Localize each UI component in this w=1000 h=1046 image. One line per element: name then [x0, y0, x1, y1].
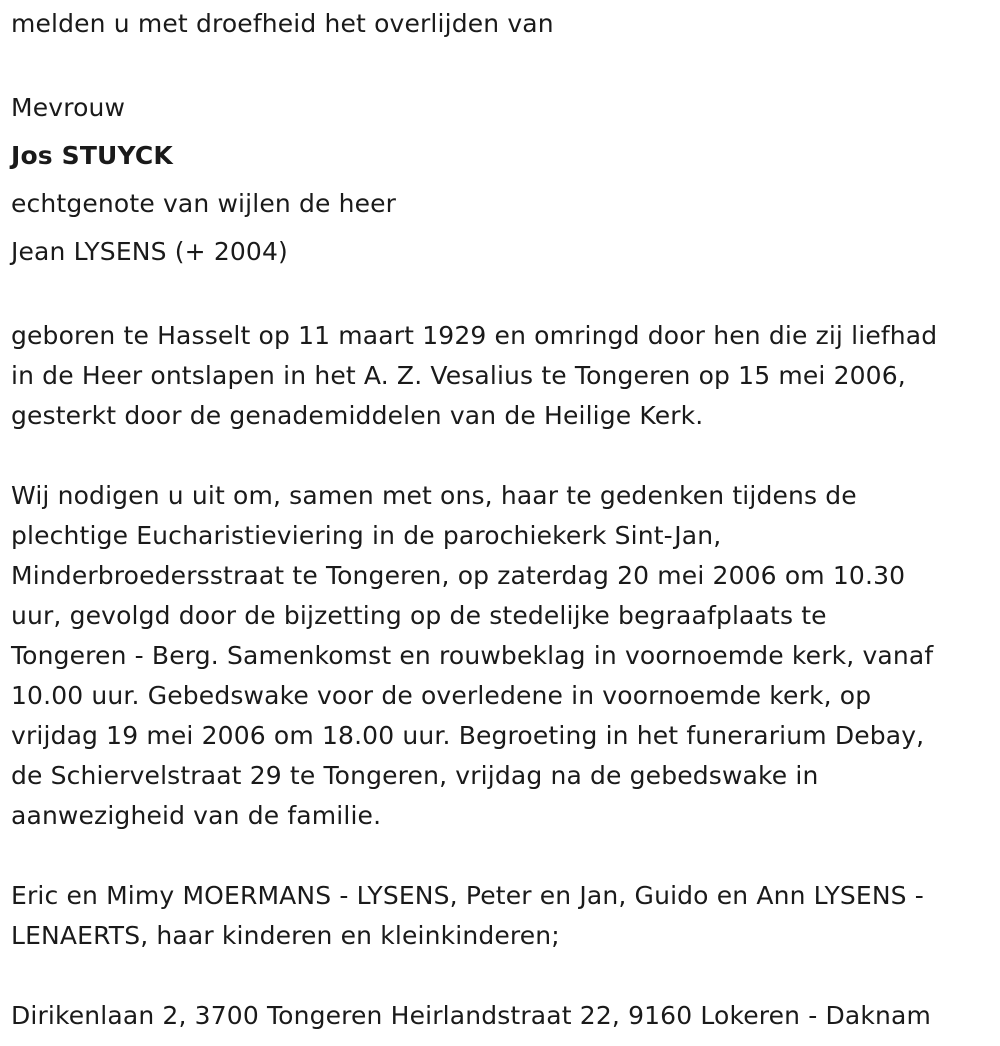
paragraph-line: vrijdag 19 mei 2006 om 18.00 uur. Begroeting in het funerarium Debay, — [11, 721, 925, 750]
spacer — [11, 836, 996, 876]
addresses-line: Dirikenlaan 2, 3700 Tongeren Heirlandstraat 22, 9160 Lokeren - Daknam — [11, 1001, 931, 1030]
obituary-notice — [11, 0, 996, 1036]
spacer — [11, 436, 996, 476]
paragraph-line: Eric en Mimy MOERMANS - LYSENS, Peter en Jan, Guido en Ann LYSENS - — [11, 881, 924, 910]
paragraph-line: aanwezigheid van de familie. — [11, 801, 382, 830]
paragraph-line: in de Heer ontslapen in het A. Z. Vesalius te Tongeren op 15 mei 2006, — [11, 361, 906, 390]
paragraph-line: LENAERTS, haar kinderen en kleinkinderen; — [11, 921, 560, 950]
spacer — [11, 956, 996, 996]
birth-death-paragraph — [11, 316, 996, 436]
ceremony-paragraph — [11, 476, 996, 836]
spacer — [11, 44, 996, 84]
paragraph-line: geboren te Hasselt op 11 maart 1929 en omringd door hen die zij liefhad — [11, 321, 938, 350]
family-paragraph — [11, 876, 996, 956]
spouse-name: Jean LYSENS (+ 2004) — [11, 237, 288, 266]
paragraph-line: de Schiervelstraat 29 te Tongeren, vrijdag na de gebedswake in — [11, 761, 819, 790]
paragraph-line: plechtige Eucharistieviering in de parochiekerk Sint-Jan, — [11, 521, 722, 550]
paragraph-line: Minderbroedersstraat te Tongeren, op zaterdag 20 mei 2006 om 10.30 — [11, 561, 906, 590]
deceased-block — [11, 84, 996, 276]
deceased-name: Jos STUYCK — [11, 141, 173, 170]
paragraph-line: Tongeren - Berg. Samenkomst en rouwbeklag in voornoemde kerk, vanaf — [11, 641, 934, 670]
paragraph-line: uur, gevolgd door de bijzetting op de stedelijke begraafplaats te — [11, 601, 827, 630]
spacer — [11, 276, 996, 316]
paragraph-line: 10.00 uur. Gebedswake voor de overledene in voornoemde kerk, op — [11, 681, 872, 710]
intro-text: melden u met droefheid het overlijden van — [11, 9, 554, 38]
paragraph-line: gesterkt door de genademiddelen van de Heilige Kerk. — [11, 401, 704, 430]
deceased-relation: echtgenote van wijlen de heer — [11, 189, 397, 218]
deceased-title: Mevrouw — [11, 93, 126, 122]
paragraph-line: Wij nodigen u uit om, samen met ons, haar te gedenken tijdens de — [11, 481, 857, 510]
